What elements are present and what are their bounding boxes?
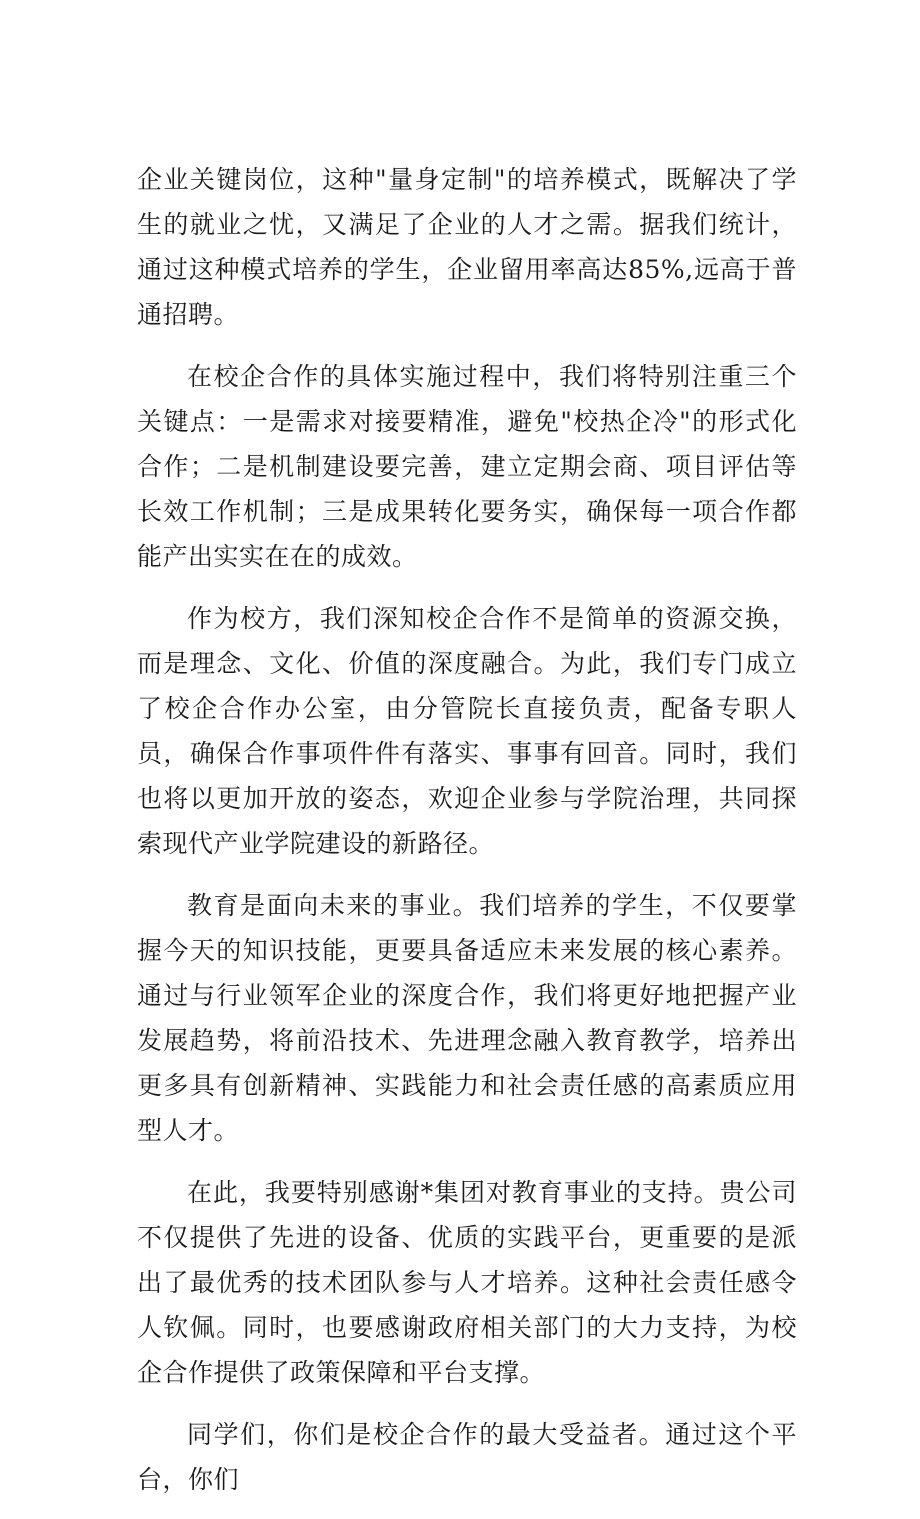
paragraph-3: 作为校方，我们深知校企合作不是简单的资源交换，而是理念、文化、价值的深度融合。为此，我们专门成立了校企合作办公室，由分管院长直接负责，配备专职人员，确保合作事项件件有落实、事事有回音。同时，我们也将以更加开放的姿态，欢迎企业参与学院治理，共同探索现代产业学院建设的新路径。 xyxy=(137,604,797,858)
paragraph-4: 教育是面向未来的事业。我们培养的学生，不仅要掌握今天的知识技能，更要具备适应未来发展的核心素养。通过与行业领军企业的深度合作，我们将更好地把握产业发展趋势，将前沿技术、先进理念融入教育教学，培养出更多具有创新精神、实践能力和社会责任感的高素质应用型人才。 xyxy=(137,891,797,1145)
paragraph-2: 在校企合作的具体实施过程中，我们将特别注重三个关键点：一是需求对接要精准，避免"校热企冷"的形式化合作；二是机制建设要完善，建立定期会商、项目评估等长效工作机制；三是成果转化要务实，确保每一项合作都能产出实实在在的成效。 xyxy=(137,362,797,571)
paragraph-1: 企业关键岗位，这种"量身定制"的培养模式，既解决了学生的就业之忧，又满足了企业的人才之需。据我们统计，通过这种模式培养的学生，企业留用率高达85%,远高于普通招聘。 xyxy=(137,165,797,329)
paragraph-5: 在此，我要特别感谢*集团对教育事业的支持。贵公司不仅提供了先进的设备、优质的实践平台，更重要的是派出了最优秀的技术团队参与人才培养。这种社会责任感令人钦佩。同时，也要感谢政府相关部门的大力支持，为校企合作提供了政策保障和平台支撑。 xyxy=(137,1178,797,1387)
paragraph-6: 同学们，你们是校企合作的最大受益者。通过这个平台，你们 xyxy=(137,1420,797,1494)
document-body xyxy=(137,157,797,1519)
